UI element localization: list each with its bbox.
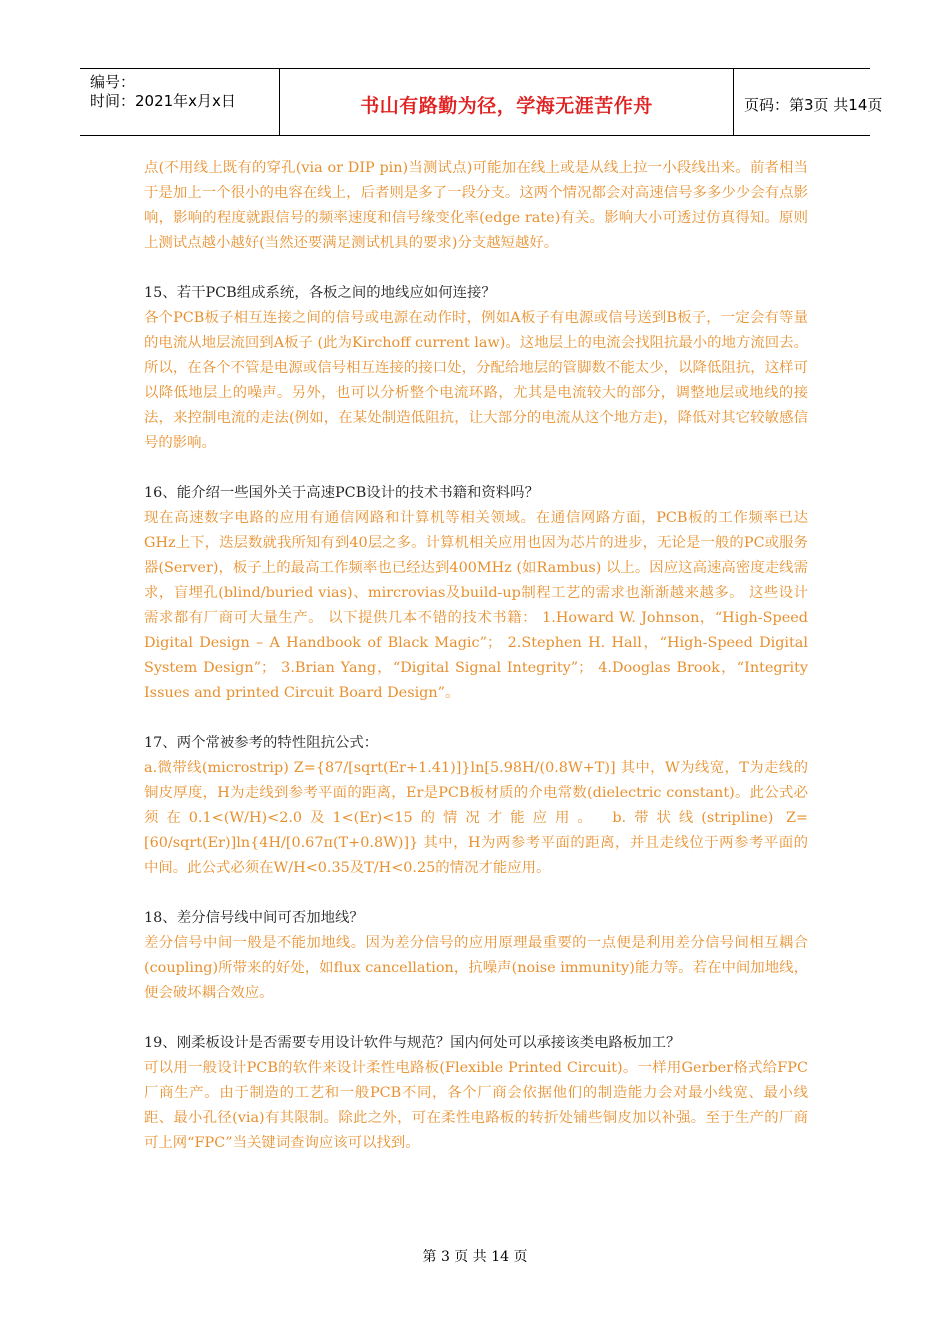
page-footer: 第 3 页 共 14 页 <box>422 1249 528 1265</box>
answer-text: 各个PCB板子相互连接之间的信号或电源在动作时，例如A板子有电源或信号送到B板子，一定会有等量的电流从地层流回到A板子 (此为Kirchoff current law)。这地层上的电流会找阻抗最小的地方流回去。所以，在各个不管是电源或信号相互连接的接口处，分配给地层的管脚数不能太少，以降低阻抗，这样可以降低地层上的噪声。另外，也可以分析整个电流环路，尤其是电流较大的部分，调整地层或地线的接法，来控制电流的走法(例如，在某处制造低阻抗，让大部分的电流从这个地方走)，降低对其它较敏感信号的影响。 <box>144 310 808 451</box>
answer-text: 可以用一般设计PCB的软件来设计柔性电路板(Flexible Printed Circuit)。一样用Gerber格式给FPC厂商生产。由于制造的工艺和一般PCB不同，各个厂商会依据他们的制造能力会对最小线宽、最小线距、最小孔径(via)有其限制。除此之外，可在柔性电路板的转折处铺些铜皮加以补强。至于生产的厂商可上网“FPC”当关键词查询应该可以找到。 <box>144 1060 808 1151</box>
answer-text: a.微带线(microstrip) Z={87/[sqrt(Er+1.41)]}ln[5.98H/(0.8W+T)] 其中，W为线宽，T为走线的铜皮厚度，H为走线到参考平面的距离，Er是PCB板材质的介电常数(dielectric constant)。此公式必须在0.1<(W/H)<2.0及1<(Er)<15的情况才能应用。 b.带状线(stripline) Z=[60/sqrt(Er)]ln{4H/[0.67π(T+0.8W)]} 其中，H为两参考平面的距离，并且走线位于两参考平面的中间。此公式必须在W/H<0.35及T/H<0.25的情况才能应用。 <box>144 760 808 876</box>
document-time-label: 时间：2021年x月x日 <box>90 92 236 110</box>
answer-text: 点(不用线上既有的穿孔(via or DIP pin)当测试点)可能加在线上或是从线上拉一小段线出来。前者相当于是加上一个很小的电容在线上，后者则是多了一段分支。这两个情况都会对高速信号多多少少会有点影响，影响的程度就跟信号的频率速度和信号缘变化率(edge rate)有关。影响大小可透过仿真得知。原则上测试点越小越好(当然还要满足测试机具的要求)分支越短越好。 <box>144 160 808 251</box>
document-body <box>144 156 808 1156</box>
section-15 <box>144 281 808 456</box>
section-19 <box>144 1031 808 1156</box>
section-18 <box>144 906 808 1006</box>
question-text: 15、若干PCB组成系统，各板之间的地线应如何连接？ <box>144 285 496 301</box>
header-page-info: 页码：第3页 共14页 <box>744 96 883 114</box>
section-17 <box>144 731 808 881</box>
answer-text: 差分信号中间一般是不能加地线。因为差分信号的应用原理最重要的一点便是利用差分信号间相互耦合(coupling)所带来的好处，如flux cancellation，抗噪声(noise immunity)能力等。若在中间加地线，便会破坏耦合效应。 <box>144 935 808 1001</box>
question-text: 18、差分信号线中间可否加地线？ <box>144 910 364 926</box>
answer-text: 现在高速数字电路的应用有通信网路和计算机等相关领域。在通信网路方面，PCB板的工作频率已达GHz上下，迭层数就我所知有到40层之多。计算机相关应用也因为芯片的进步，无论是一般的PC或服务器(Server)，板子上的最高工作频率也已经达到400MHz (如Rambus) 以上。因应这高速高密度走线需求，盲埋孔(blind/buried vias)、mircrovias及build-up制程工艺的需求也渐渐越来越多。 这些设计需求都有厂商可大量生产。 以下提供几本不错的技术书籍： 1.Howard W. Johnson，“High-Speed Digital Design – A Handbook of Black Magic”； 2.Stephen H. Hall，“High-Speed Digital System Design”； 3.Brian Yang，“Digital Signal Integrity”； 4.Dooglas Brook，“Integrity Issues and printed Circuit Board Design”。 <box>144 510 808 701</box>
question-text: 16、能介绍一些国外关于高速PCB设计的技术书籍和资料吗？ <box>144 485 539 501</box>
question-text: 17、两个常被参考的特性阻抗公式： <box>144 735 379 751</box>
header-motto: 书山有路勤为径，学海无涯苦作舟 <box>360 95 653 117</box>
document-number-label: 编号： <box>90 73 136 91</box>
section-continued <box>144 156 808 256</box>
question-text: 19、刚柔板设计是否需要专用设计软件与规范？国内何处可以承接该类电路板加工？ <box>144 1035 681 1051</box>
header-meta-cell <box>80 69 280 135</box>
header-page-cell <box>734 69 883 135</box>
page-header <box>80 68 883 136</box>
section-16 <box>144 481 808 706</box>
header-motto-cell <box>280 69 734 135</box>
